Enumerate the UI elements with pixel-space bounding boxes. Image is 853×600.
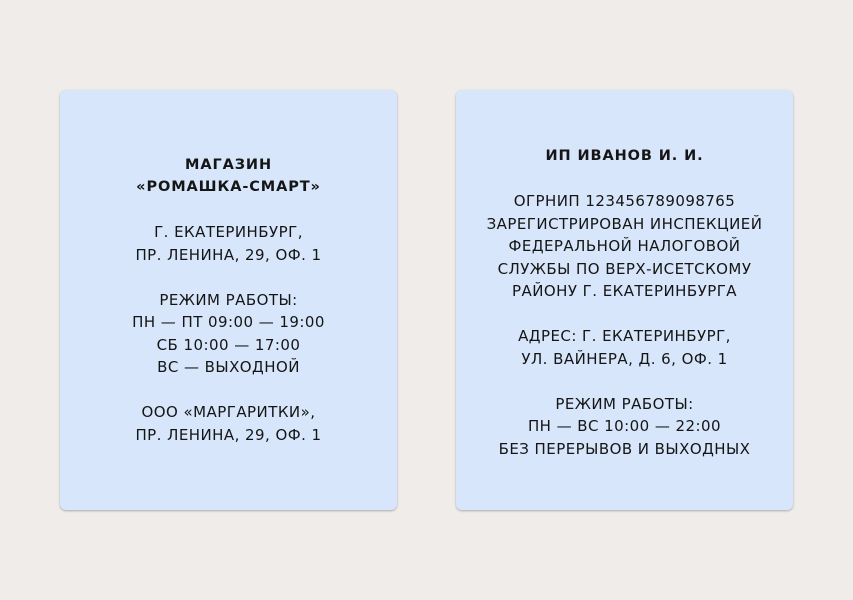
store-hours-heading: РЕЖИМ РАБОТЫ: (159, 290, 298, 309)
registration-line-1: ОГРНИП 123456789098765 (513, 192, 736, 210)
registration-line-4: СЛУЖБЫ ПО ВЕРХ-ИСЕТСКОМУ (497, 259, 752, 278)
entrepreneur-address-line-2: УЛ. ВАЙНЕРА, Д. 6, ОФ. 1 (521, 349, 728, 368)
store-title-line-2: «РОМАШКА-СМАРТ» (136, 179, 321, 196)
registration-line-3: ФЕДЕРАЛЬНОЙ НАЛОГОВОЙ (508, 237, 741, 255)
store-sign-card (60, 90, 397, 510)
registration-line-2: ЗАРЕГИСТРИРОВАН ИНСПЕКЦИЕЙ (486, 214, 763, 233)
entrepreneur-sign-card (456, 90, 793, 510)
store-hours-saturday: СБ 10:00 — 17:00 (156, 335, 301, 354)
entrepreneur-title: ИП ИВАНОВ И. И. (545, 148, 704, 164)
entrepreneur-hours-daily: ПН — ВС 10:00 — 22:00 (527, 417, 722, 435)
store-owner-line-2: ПР. ЛЕНИНА, 29, ОФ. 1 (135, 425, 322, 444)
store-address-line-1: Г. ЕКАТЕРИНБУРГ, (154, 223, 303, 242)
entrepreneur-hours-note: БЕЗ ПЕРЕРЫВОВ И ВЫХОДНЫХ (498, 439, 751, 458)
store-owner-line-1: ООО «МАРГАРИТКИ», (141, 403, 316, 422)
store-hours-weekdays: ПН — ПТ 09:00 — 19:00 (132, 313, 325, 332)
store-address-line-2: ПР. ЛЕНИНА, 29, ОФ. 1 (135, 245, 322, 264)
entrepreneur-hours-heading: РЕЖИМ РАБОТЫ: (555, 394, 694, 413)
entrepreneur-address-line-1: АДРЕС: Г. ЕКАТЕРИНБУРГ, (518, 327, 731, 345)
registration-line-5: РАЙОНУ Г. ЕКАТЕРИНБУРГА (511, 282, 737, 300)
store-title-line-1: МАГАЗИН (185, 156, 272, 173)
store-hours-sunday: ВС — ВЫХОДНОЙ (157, 358, 300, 377)
